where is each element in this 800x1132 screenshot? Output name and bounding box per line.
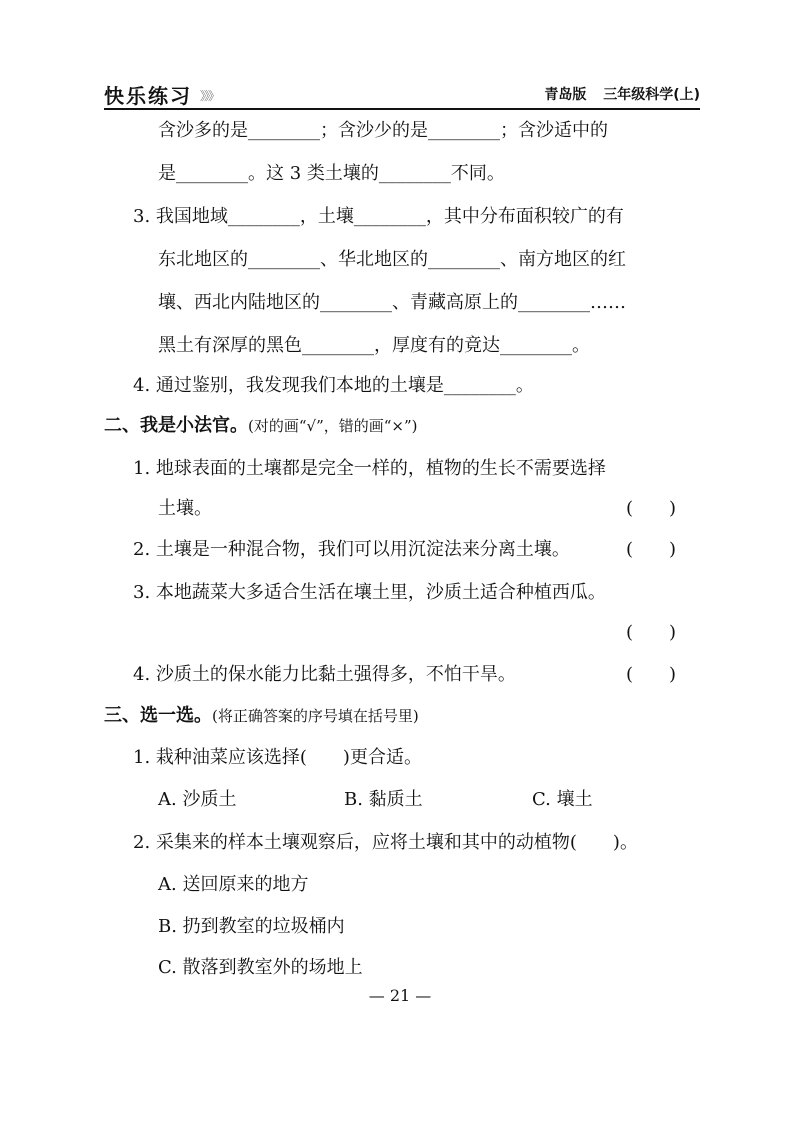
fill-in-q3-line2: 东北地区的________、华北地区的________、南方地区的红 — [158, 249, 626, 270]
section-3-title: 三、选一选。 — [104, 705, 212, 726]
header-grade-subject: 三年级科学(上) — [603, 87, 700, 103]
judge-q3: 3. 本地蔬菜大多适合生活在壤土里，沙质土适合种植西瓜。 — [133, 582, 606, 603]
judge-q2-answer-paren[interactable]: ( ) — [626, 539, 677, 560]
choice-q1-option-a[interactable]: A. 沙质土 — [158, 789, 237, 810]
choice-q2-option-a[interactable]: A. 送回原来的地方 — [158, 874, 309, 895]
header-title: 快乐练习 — [104, 84, 192, 108]
section-2-heading — [104, 413, 418, 439]
chevrons-icon: 》》》 — [200, 89, 219, 103]
section-3-note: (将正确答案的序号填在括号里) — [212, 707, 419, 725]
fill-in-q3-line1: 3. 我国地域________，土壤________，其中分布面积较广的有 — [133, 206, 624, 227]
fill-in-q3-line3: 壤、西北内陆地区的________、青藏高原上的________…… — [158, 292, 626, 313]
header-edition: 青岛版 — [544, 87, 587, 103]
judge-q1-answer-paren[interactable]: ( ) — [626, 498, 677, 519]
choice-q1-option-c[interactable]: C. 壤土 — [532, 789, 593, 810]
choice-q2-option-b[interactable]: B. 扔到教室的垃圾桶内 — [158, 916, 345, 937]
fill-in-q3-line4: 黑土有深厚的黑色________，厚度有的竟达________。 — [158, 335, 590, 356]
choice-q2: 2. 采集来的样本土壤观察后，应将土壤和其中的动植物( )。 — [133, 832, 638, 853]
page-number: — 21 — — [368, 986, 432, 1005]
judge-q4-answer-paren[interactable]: ( ) — [626, 664, 677, 685]
page-header — [104, 74, 700, 110]
fill-in-line-b: 是________。这 3 类土壤的________不同。 — [158, 163, 505, 184]
judge-q1-line2: 土壤。 — [158, 498, 212, 519]
fill-in-line-a: 含沙多的是________；含沙少的是________；含沙适中的 — [158, 120, 608, 141]
section-3-heading — [104, 703, 419, 729]
choice-q1-option-b[interactable]: B. 黏质土 — [344, 789, 423, 810]
judge-q4: 4. 沙质土的保水能力比黏土强得多，不怕干旱。 — [133, 664, 516, 685]
judge-q3-answer-paren[interactable]: ( ) — [626, 622, 677, 643]
choice-q2-option-c[interactable]: C. 散落到教室外的场地上 — [158, 957, 363, 978]
section-2-title: 二、我是小法官。 — [104, 415, 248, 436]
choice-q1: 1. 栽种油菜应该选择( )更合适。 — [133, 747, 422, 768]
judge-q1-line1: 1. 地球表面的土壤都是完全一样的，植物的生长不需要选择 — [133, 458, 606, 479]
judge-q2: 2. 土壤是一种混合物，我们可以用沉淀法来分离土壤。 — [133, 539, 570, 560]
section-2-note: (对的画“√”，错的画“×”) — [248, 417, 418, 435]
header-book-info — [532, 84, 700, 104]
fill-in-q4: 4. 通过鉴别，我发现我们本地的土壤是________。 — [133, 375, 534, 396]
